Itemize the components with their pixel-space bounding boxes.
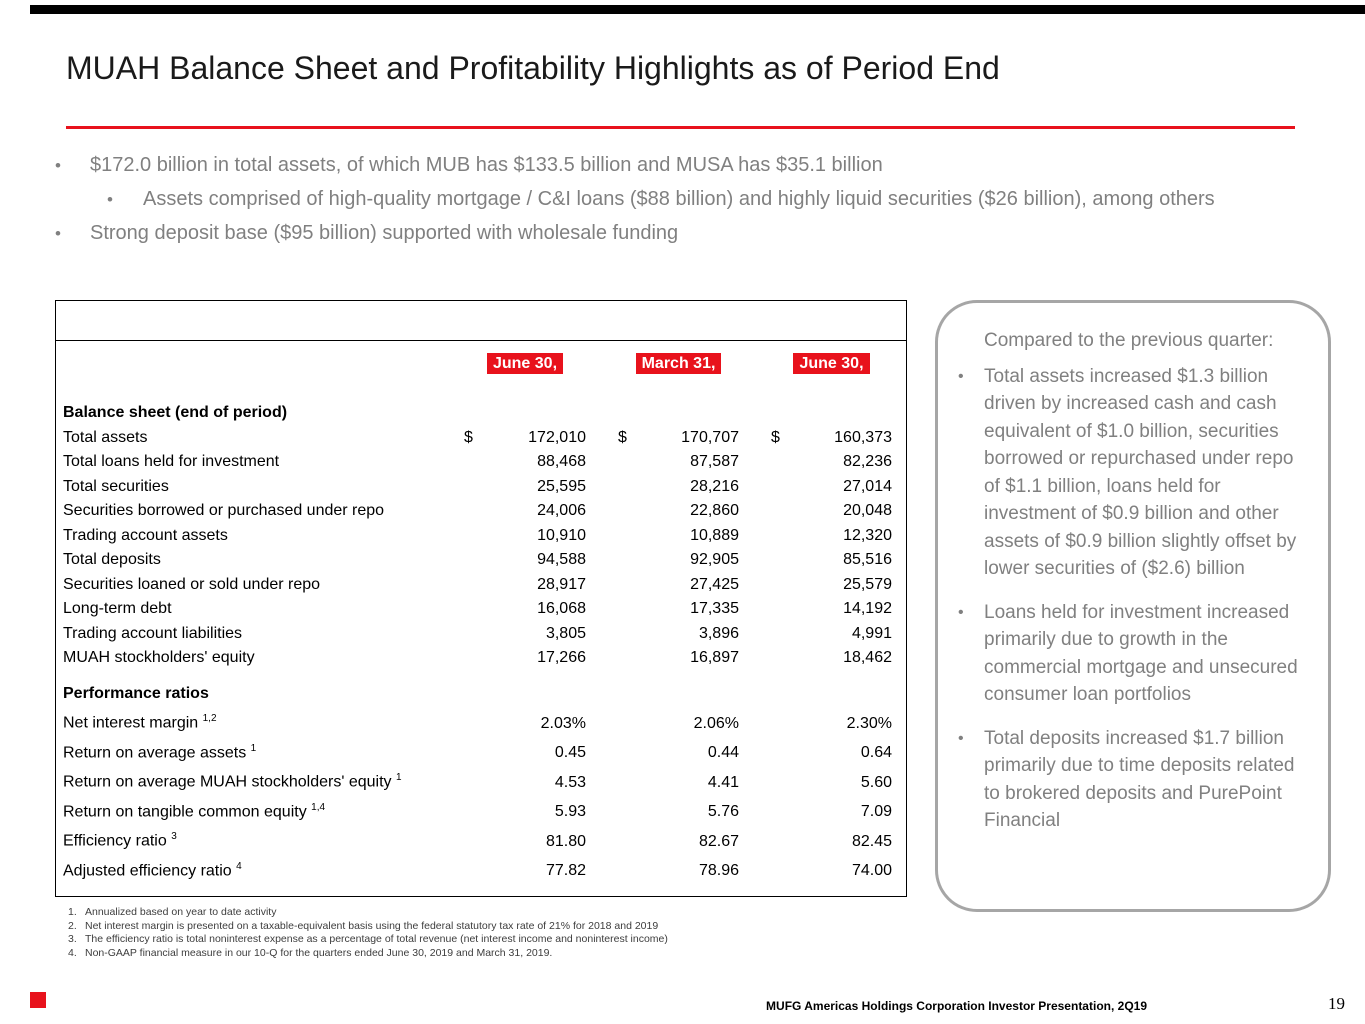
row-label-text: Trading account assets: [63, 526, 228, 544]
cell-value: 18,462: [843, 649, 892, 666]
cell-value: 17,335: [690, 600, 739, 617]
cell-value: 7.09: [860, 803, 892, 820]
row-label-text: Return on average MUAH stockholders' equity: [63, 773, 392, 791]
value-cell: [771, 832, 892, 851]
cell-value: 88,468: [537, 453, 586, 470]
row-label: [63, 575, 459, 594]
row-label-text: Net interest margin: [63, 714, 199, 732]
table-row: [63, 795, 898, 825]
table-header-row: [63, 351, 898, 375]
value-cell: [771, 550, 892, 569]
footnote: [68, 947, 768, 961]
column-header-june30-2019: June 30,: [487, 353, 563, 374]
cell-value: 82.45: [851, 832, 892, 850]
footnote: [68, 920, 768, 934]
cell-value: 28,216: [690, 477, 739, 495]
value-cell: [771, 714, 892, 733]
row-label-text: Return on average assets: [63, 744, 247, 761]
row-label: [63, 648, 459, 667]
value-cell: [618, 714, 739, 733]
commentary-callout: [935, 300, 1331, 912]
cell-value: 0.44: [707, 744, 739, 761]
bullet-marker: •: [958, 367, 964, 385]
value-cell: [618, 550, 739, 569]
cell-value: 2.03%: [540, 714, 586, 732]
value-cell: [771, 624, 892, 643]
cell-value: 81.80: [545, 832, 586, 850]
cell-value: 3,805: [545, 624, 586, 642]
cell-value: 4.41: [707, 773, 739, 791]
footnote: [68, 906, 768, 920]
value-cell: [464, 575, 586, 594]
table-row: [63, 765, 898, 795]
cell-value: 22,860: [690, 502, 739, 519]
row-label: [63, 709, 433, 732]
table-body: [63, 401, 898, 883]
cell-value: 14,192: [843, 600, 892, 617]
callout-bullet-text: Total deposits increased $1.7 billion primarily due to time deposits related to brokered deposits and PurePoint Financial: [984, 727, 1295, 831]
value-cell: [771, 428, 892, 447]
value-cell: [618, 861, 739, 880]
cell-value: 5.76: [707, 803, 739, 820]
cell-value: 25,595: [537, 477, 586, 495]
value-cell: [618, 452, 739, 471]
row-label: [63, 501, 459, 520]
value-cell: [464, 624, 586, 643]
value-cell: [771, 802, 892, 821]
callout-bullet: [958, 599, 1310, 709]
value-cell: [771, 526, 892, 545]
footnote-number: 1.: [68, 906, 77, 918]
value-cell: [618, 802, 739, 821]
bullet-marker: •: [107, 190, 113, 209]
row-label: [63, 550, 459, 569]
value-cell: [618, 477, 739, 496]
bullet-marker: •: [958, 729, 964, 747]
row-label-superscript: 3: [171, 831, 177, 843]
cell-value: 85,516: [843, 551, 892, 568]
row-label: [63, 624, 459, 643]
table-row: [63, 824, 898, 854]
cell-value: 94,588: [537, 551, 586, 568]
cell-value: 3,896: [698, 624, 739, 642]
cell-value: 4.53: [554, 773, 586, 791]
dollar-sign: $: [464, 428, 473, 446]
cell-value: 17,266: [537, 649, 586, 666]
table-row: [63, 597, 898, 622]
value-cell: [771, 773, 892, 792]
cell-value: 0.45: [554, 744, 586, 761]
row-label-text: Adjusted efficiency ratio: [63, 862, 232, 879]
value-cell: [464, 648, 586, 667]
column-header-march31: March 31,: [636, 353, 722, 374]
value-cell: [771, 861, 892, 880]
row-label: [63, 768, 433, 791]
footnote-text: Annualized based on year to date activity: [85, 906, 277, 918]
bullet-item: [55, 152, 1303, 179]
value-cell: [771, 599, 892, 618]
table-row: [63, 474, 898, 499]
dollar-sign: $: [771, 428, 780, 446]
cell-value: 160,373: [834, 428, 892, 446]
bullet-item: [55, 186, 1303, 213]
column-header-cell: [771, 353, 892, 374]
footnote-text: The efficiency ratio is total noninterest expense as a percentage of total revenue (net interest income and noninterest income): [85, 933, 668, 945]
footnote-list: [68, 906, 768, 960]
table-section-label: Performance ratios: [63, 685, 209, 702]
callout-bullet: [958, 725, 1310, 835]
table-row: [63, 523, 898, 548]
cell-value: 77.82: [545, 862, 586, 879]
mufg-logo-mark: [30, 992, 46, 1008]
row-label-text: Total assets: [63, 428, 148, 446]
row-label-superscript: 1: [250, 742, 257, 754]
row-label-superscript: 1,2: [202, 713, 217, 725]
row-label-text: Securities loaned or sold under repo: [63, 575, 321, 593]
cell-value: 16,897: [690, 649, 739, 666]
value-cell: [771, 743, 892, 762]
cell-value: 25,579: [843, 575, 892, 593]
cell-value: 5.60: [860, 773, 892, 791]
table-row: [63, 621, 898, 646]
value-cell: [464, 477, 586, 496]
cell-value: 12,320: [843, 526, 892, 544]
cell-value: 82.67: [698, 832, 739, 850]
row-label: [63, 477, 459, 496]
row-label: [63, 599, 459, 618]
footnote-number: 4.: [68, 946, 77, 959]
cell-value: 0.64: [860, 744, 892, 761]
table-row: [63, 646, 898, 671]
value-cell: [618, 624, 739, 643]
value-cell: [464, 452, 586, 471]
table-row: [63, 548, 898, 573]
callout-bullet-text: Loans held for investment increased primarily due to growth in the commercial mortgage and unsecured consumer loan portfolios: [984, 601, 1298, 705]
page-number: 19: [1328, 994, 1345, 1013]
column-header-june30-2018: June 30,: [793, 353, 869, 374]
value-cell: [464, 526, 586, 545]
table-inner-rule: [56, 340, 906, 341]
cell-value: 27,014: [843, 477, 892, 495]
bullet-text: $172.0 billion in total assets, of which MUB has $133.5 billion and MUSA has $35.1 billion: [90, 154, 883, 176]
bullet-marker: •: [958, 603, 964, 621]
value-cell: [771, 501, 892, 520]
cell-value: 92,905: [690, 551, 739, 568]
table-row: [63, 425, 898, 450]
footnote-text: Net interest margin is presented on a taxable-equivalent basis using the federal statutory tax rate of 21% for 2018 and 2019: [85, 919, 659, 932]
page-title: MUAH Balance Sheet and Profitability Highlights as of Period End: [66, 50, 1000, 86]
value-cell: [464, 428, 586, 447]
row-label-text: Total deposits: [63, 551, 161, 568]
value-cell: [464, 861, 586, 880]
cell-value: 2.30%: [846, 714, 892, 732]
bullet-text: Strong deposit base ($95 billion) supported with wholesale funding: [90, 222, 679, 244]
cell-value: 172,010: [528, 428, 586, 446]
balance-sheet-table: [55, 300, 907, 897]
top-black-bar: [30, 5, 1365, 14]
row-label-text: Total securities: [63, 477, 169, 495]
row-label-superscript: 4: [236, 860, 242, 872]
value-cell: [618, 428, 739, 447]
value-cell: [618, 743, 739, 762]
table-row: [63, 499, 898, 524]
value-cell: [618, 575, 739, 594]
value-cell: [464, 501, 586, 520]
value-cell: [464, 832, 586, 851]
cell-value: 74.00: [851, 862, 892, 879]
cell-value: 27,425: [690, 575, 739, 593]
cell-value: 4,991: [851, 624, 892, 642]
table-row: [63, 854, 898, 884]
table-row: [63, 736, 898, 766]
summary-bullet-list: [55, 152, 1303, 247]
footnote-number: 3.: [68, 933, 77, 945]
row-label: [63, 428, 459, 447]
row-label-text: Total loans held for investment: [63, 453, 280, 470]
callout-bullet-text: Total assets increased $1.3 billion driven by increased cash and cash equivalent of $1.0 billion, securities borrowed or repurchased under repo of $1.1 billion, loans held for investment of $0.9 billion and other assets of $0.9 billion slightly offset by lower securities of ($2.6) billion: [984, 365, 1297, 579]
table-row: [63, 450, 898, 475]
row-label: [63, 857, 433, 880]
cell-value: 87,587: [690, 453, 739, 470]
cell-value: 82,236: [843, 453, 892, 470]
bullet-marker: •: [55, 224, 61, 243]
row-label-text: Return on tangible common equity: [63, 803, 307, 820]
cell-value: 20,048: [843, 502, 892, 519]
value-cell: [464, 550, 586, 569]
value-cell: [771, 477, 892, 496]
bullet-item: [55, 220, 1303, 247]
cell-value: 10,910: [537, 526, 586, 544]
value-cell: [618, 773, 739, 792]
row-label-text: Long-term debt: [63, 600, 172, 617]
callout-title: Compared to the previous quarter:: [984, 330, 1274, 351]
cell-value: 28,917: [537, 575, 586, 593]
row-label: [63, 739, 433, 762]
footnote-number: 2.: [68, 919, 77, 932]
callout-bullet-list: [958, 363, 1310, 835]
value-cell: [464, 802, 586, 821]
row-label: [63, 798, 433, 821]
row-label-superscript: 1: [396, 772, 402, 784]
dollar-sign: $: [618, 428, 627, 446]
value-cell: [464, 743, 586, 762]
callout-bullet: [958, 363, 1310, 583]
bullet-marker: •: [55, 156, 61, 175]
value-cell: [618, 599, 739, 618]
cell-value: 10,889: [690, 526, 739, 544]
cell-value: 2.06%: [693, 714, 739, 732]
row-label: [63, 452, 459, 471]
value-cell: [771, 575, 892, 594]
row-label-text: Securities borrowed or purchased under repo: [63, 502, 385, 519]
value-cell: [618, 832, 739, 851]
cell-value: 170,707: [681, 428, 739, 446]
table-row: [63, 572, 898, 597]
cell-value: 24,006: [537, 502, 586, 519]
row-label-text: Trading account liabilities: [63, 624, 243, 642]
row-label: [63, 827, 433, 850]
value-cell: [771, 648, 892, 667]
row-label: [63, 526, 459, 545]
value-cell: [618, 501, 739, 520]
table-section-label: Balance sheet (end of period): [63, 404, 288, 421]
row-label-text: MUAH stockholders' equity: [63, 649, 255, 666]
row-label-superscript: 1,4: [311, 801, 326, 813]
value-cell: [771, 452, 892, 471]
row-label-text: Efficiency ratio: [63, 832, 167, 850]
column-header-cell: [618, 353, 739, 374]
column-header-cell: [464, 353, 586, 374]
footnote: [68, 933, 768, 947]
value-cell: [464, 714, 586, 733]
bullet-text: Assets comprised of high-quality mortgage / C&I loans ($88 billion) and highly liquid securities ($26 billion), among others: [143, 188, 1215, 210]
footnote-text: Non-GAAP financial measure in our 10-Q for the quarters ended June 30, 2019 and March 31, 2019.: [85, 946, 553, 959]
value-cell: [618, 526, 739, 545]
cell-value: 5.93: [554, 803, 586, 820]
title-underline: [66, 126, 1295, 129]
value-cell: [464, 599, 586, 618]
value-cell: [618, 648, 739, 667]
cell-value: 78.96: [698, 862, 739, 879]
footer-text: MUFG Americas Holdings Corporation Investor Presentation, 2Q19: [766, 999, 1147, 1013]
cell-value: 16,068: [537, 600, 586, 617]
value-cell: [464, 773, 586, 792]
table-row: [63, 706, 898, 736]
